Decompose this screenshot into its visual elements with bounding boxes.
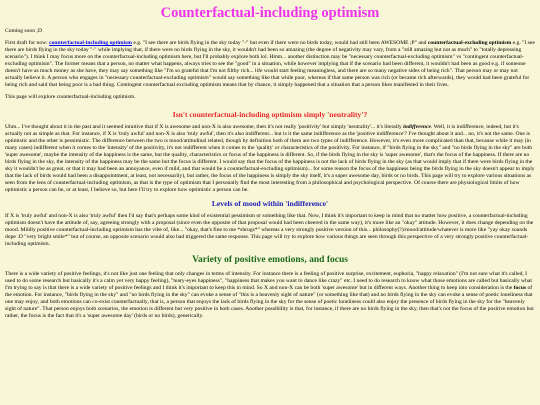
section-heading-levels-of-mood: Levels of mood within 'indifference' <box>211 199 329 208</box>
intro-text-c: e.g. "I see there are birds flying in the sky today "-" while implying that, if there were no birds flying in the sky, it wouldn't had been so amazing (the degree of negativity may vary, from a "still amazing but not as much" to "totally depressing scenario"). I think I may focus more on the counterfactual-including optimism here, but I'll probably explore both lol. Hmm... another distinction may be "necessary counterfactual-excluding optimism" vs "contingent counterfactual-excluding optimism". The former means that a person, no matter what happens, always tries to see the "good" in a situation, while however implying that if the scenario had been different, it wouldn't had been as good e.g. if someone doesn't have as much money as she have, they may say something like "I'm so grateful that I'm not filthy rich... life would start feeling meaningless, and there are so many negative sides of being rich". That person may or may not actually believe it. A person who engages in "necessary counterfactual-excluding optimism" would say something like that while poor, whereas if that same person was rich (or became rich afterwards), they would had been grateful for being rich and said that being poor is a bad thing. Contingent counterfactual excluding optimism means that by chance, it simply happened that a situation that a person likes manifested in their lives. <box>5 40 535 88</box>
section-paragraph-levels-of-mood: If X is 'truly awful' and non-X is also 'truly awful' then I'd say that's perhaps some kind of existential pessimism or something like that. Now, I think it's important to keep in mind that no matter how positive, a counterfactual-including optimism doesn't have the attitude of, say, agreeing strongly with a proposal (since even the opposite of that proposal would had been cheered in the same way), it's more like an "okay" attitude. However, it does change depending on the mood. Mildly positive counterfactual-including optimism has the vibe of, like... "okay, that's fine to me *shrugs*" whereas a very strongly positive version of this... philosophy(?)/mood/attitude/whatever is more like "yay okay sounds dope :D "very bright smile*" but of course, an opposite scenario would also had triggered the same response. This page will try to explore how various things are seen through this perspective of a very strongly positive counterfactual-including optimism. <box>5 213 534 247</box>
variety-text-a: There is a wide variety of positive feelings, it's not like just one feeling that only changes in terms of intensity. For instance there is a feeling of positive surprise, excitement, euphoria, "happy relaxation" (I'm not sure what it's called, I used to do some research but basically it's a calm yet very happy feeling), "teary-eyes happiness", "happiness that makes you want to dance like crazy" etc. I need to do research to know what those emotions are called but basically what I'm trying to say is that there is a wide variety of positive feelings and I think it's important to keep this in mind. So X and non-X can be both 'super awesome' but in different ways. Another thing to keep into consideration is the <box>5 271 532 291</box>
section-paragraph-neutrality <box>5 124 535 194</box>
neutrality-emphasis: indifference <box>403 124 431 130</box>
neutrality-text-b: . Well, it is indifference, indeed, but it's actually not as simple as that. For instance, if X is 'truly awful' and non-X is also 'truly awful', then it's also indifferent... but is it the same indifference as the 'positive indifference'? I've thought about it and... no, it's not the same. One is optimistic and the other is pessimistic. The difference between the two is mood/attitudinal related, though by definition both of them are two types of indifference. However, it's even more complicated than that, because while it may (in many cases) indifferent when it comes to the 'intensity' of the positivity, it's not indifferent when it comes to the 'quality' or characteristics of the positivity. For instance, if "birds flying in the sky" and "no birds flying in the sky" are both 'super awesome', maybe the intensity of the happiness is the same, but the quality, characteristics or focus of the happiness is different. So, if the birds flying in the sky is 'super awesome', that's the focus of the happiness. If there are no birds flying in the sky, the intensity of the happiness may be the same but the focus is different. I would say that the focus of the happiness is not the lack of birds flying in the sky (as that would imply that if there were birds flying in the sky it wouldn't be as great, or that it may had been an annoyance, even if mild, and that would be a counterfactual-excluding optimism)... for some reason the focus of the happiness being the birds flying in the sky doesn't appear to imply that the lack of birds would had been a disappointment, at least, not necessarily), but rather, the focus of the happiness is simply the sky itself, it's a super awesome day, birds or no birds. This page will try to explore various situations as seen from the lens of counterfactual-including optimism, as that is the type of optimism that I personally find the most interesting from a philosophical and psychological perspective. Of course there are physiological limits of how optimistic a person can be, or at least, I believe so, but here I'll try to explore how optimistic a person can be. <box>5 124 535 193</box>
variety-bold-term: focus <box>513 285 527 291</box>
section-heading-neutrality: Isn't counterfactual-including optimism simply 'neutrality'? <box>172 110 368 119</box>
intro-text-a: First draft for now: <box>5 40 50 46</box>
variety-text-b: of the emotion. For instance, "birds flying in the sky" and "no birds flying in the sky" can evoke a sense of "this is a heavenly sight of nature" (or something like that) and no birds flying in the sky can evoke a sense of poetic loneliness that one may enjoy, and both emotions can co-exist counterfactually, that is, a person that enjoys the lack of birds flying in the sky for the sense of poetic loneliness could also enjoy the presence of birds flying in the sky for the "heavenly sight of nature". That person enjoys both scenarios, the emotion is different but very positive in both cases. Another possibility is that, for instance, if there are no birds flying in the sky, then that's not the focus of the positive emotion but rather, the focus is the fact that it's a 'super awesome day' (birds or no birds), generically. <box>5 285 534 319</box>
intro-bold-term: counterfactual-excluding optimism <box>427 40 512 46</box>
section-paragraph-variety <box>5 271 535 320</box>
intro-paragraph-2: This page will explore counterfactual-including optimism. <box>5 94 136 100</box>
intro-paragraph <box>5 40 535 89</box>
page-title: Counterfactual-including optimism <box>160 5 380 21</box>
counterfactual-including-optimism-link[interactable]: counterfactual-including optimism <box>49 40 132 46</box>
section-heading-variety: Variety of positive emotions, and focus <box>192 255 348 265</box>
coming-soon-note: Coming soon ;D <box>5 28 42 34</box>
neutrality-text-a: Uhm... I've thought about it in the past and it seemed intuitive that if X is awesome and non-X is also awesome, then it's not really 'positivity' but simply 'neutrality'... it's literally <box>5 124 404 130</box>
intro-text-b: e.g. "I see there are birds flying in the sky today "-" but even if there were no birds today, would had still been AWESOME ;P" and <box>131 40 428 46</box>
